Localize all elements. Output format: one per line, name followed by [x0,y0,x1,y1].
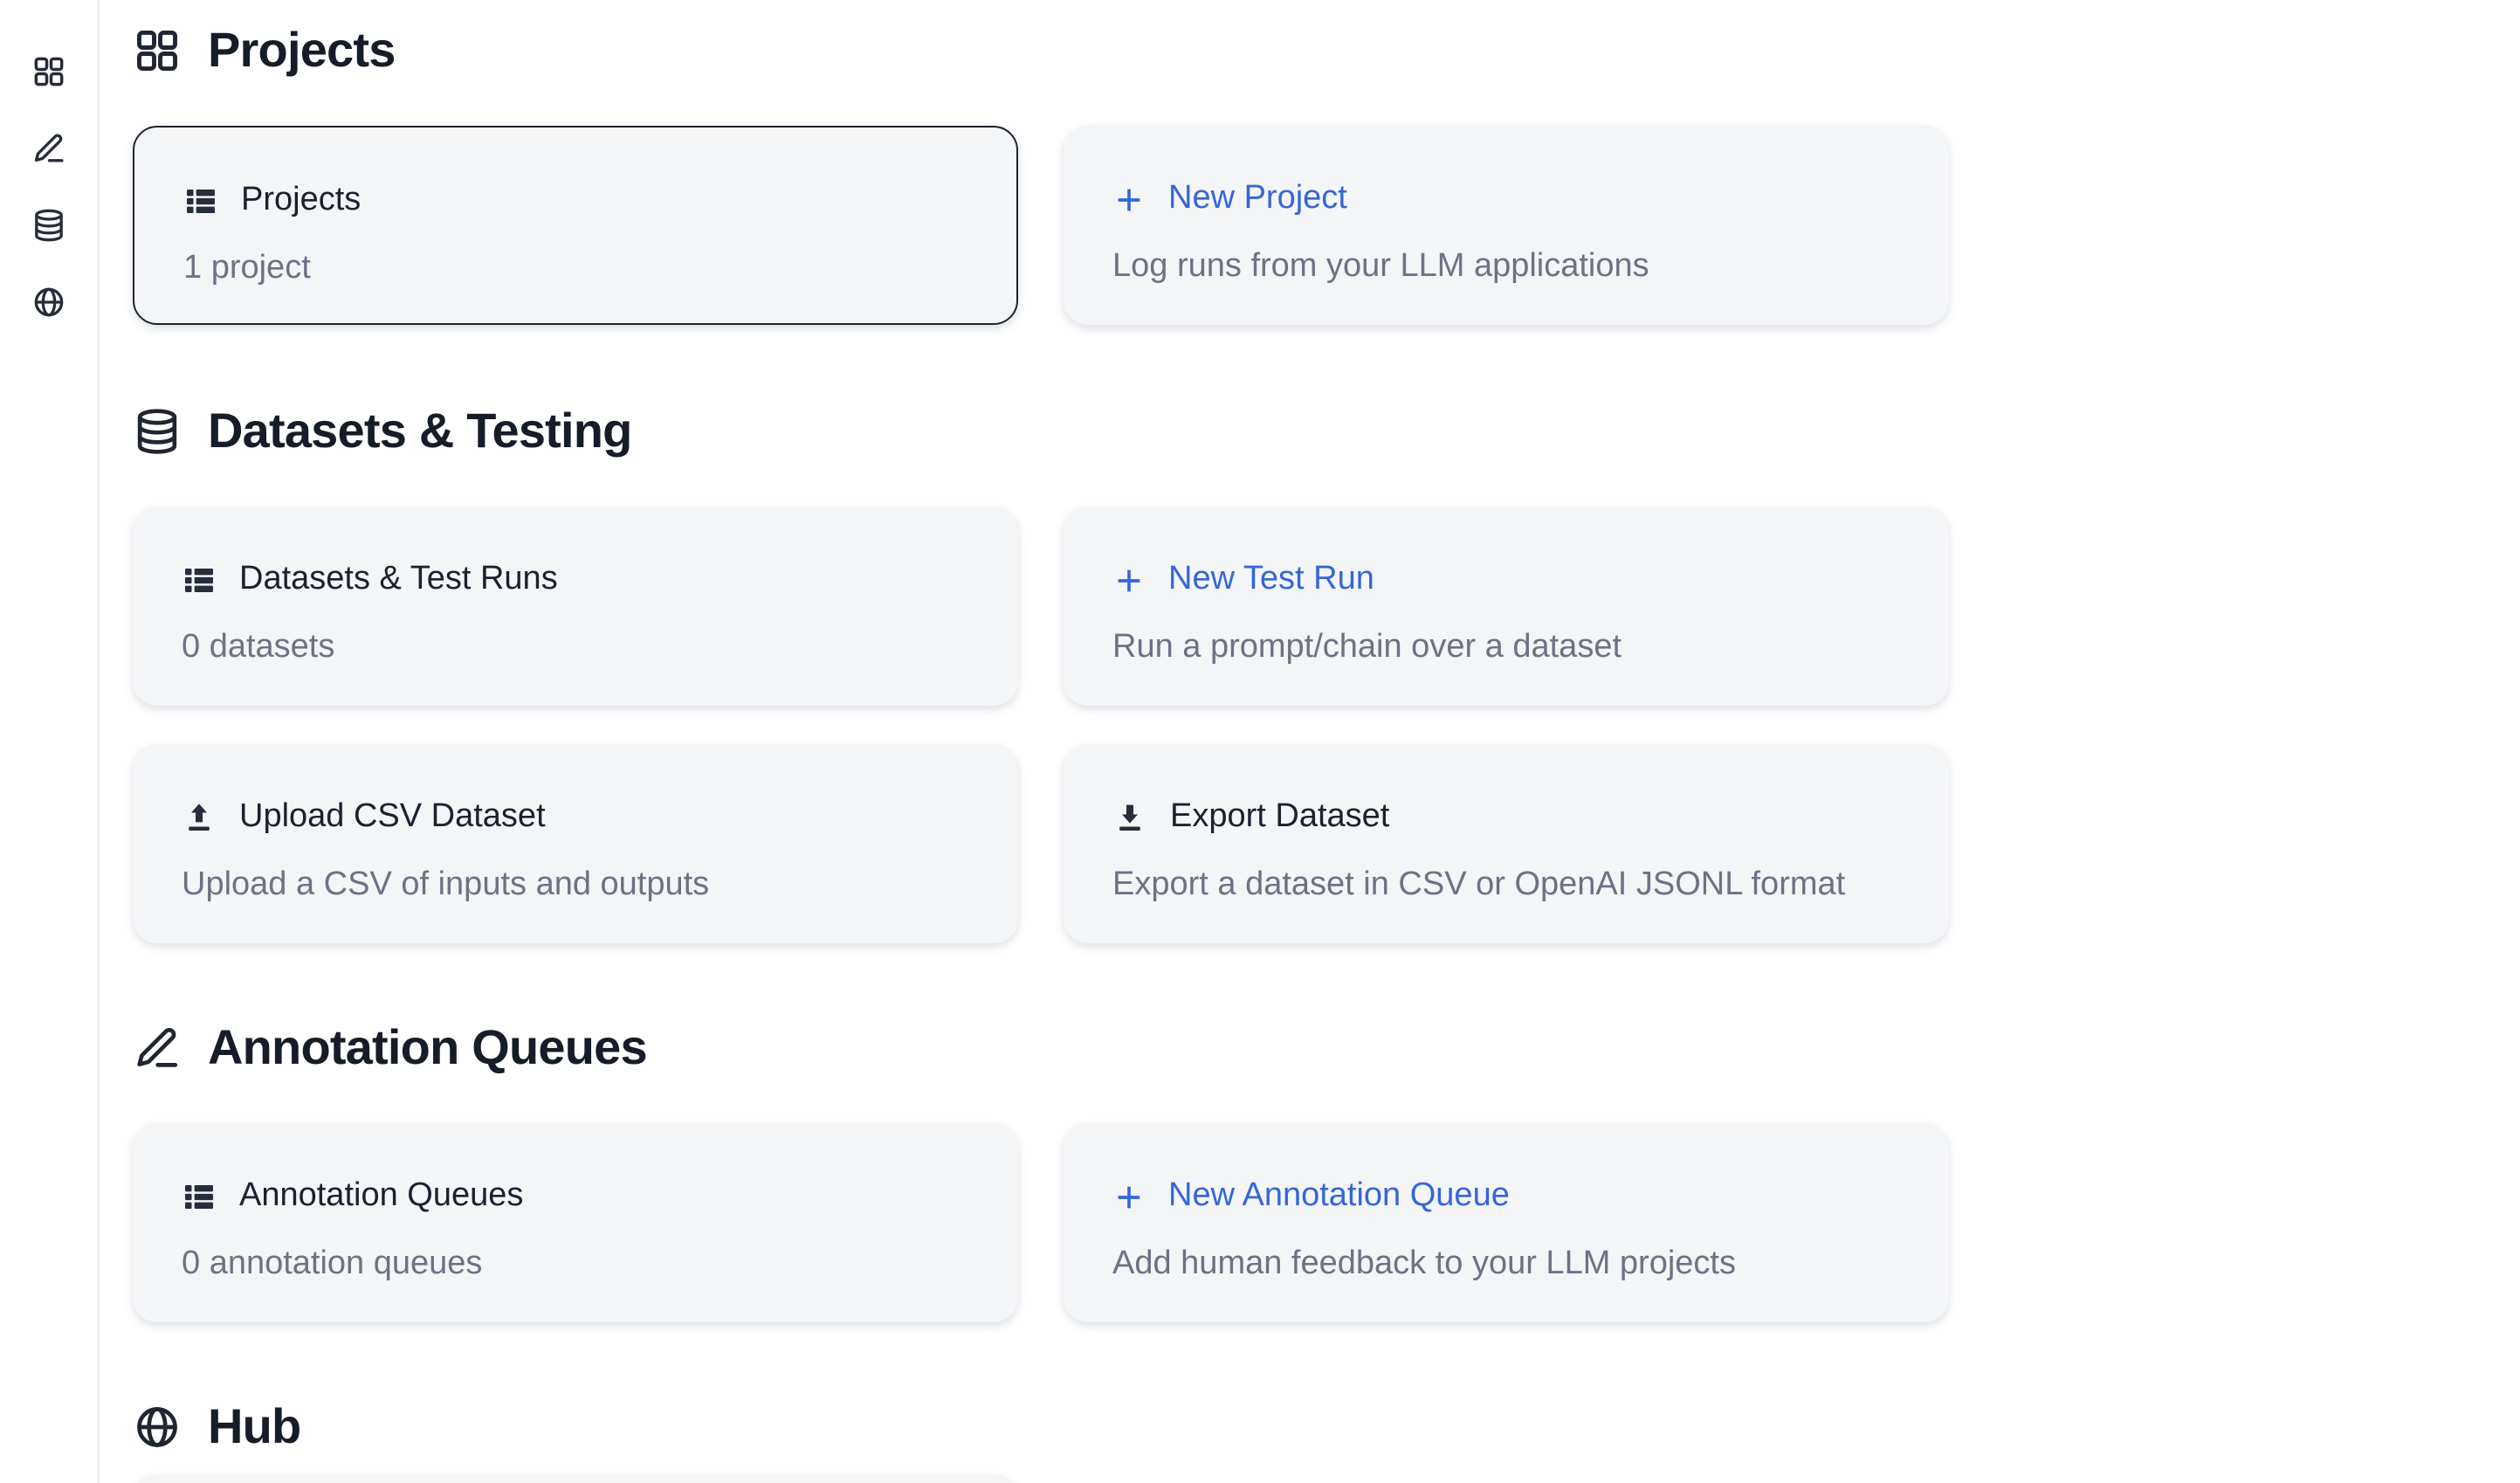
section-header-projects [133,17,2520,84]
link-label: New Test Run [1168,561,1374,597]
card-title: Upload CSV Dataset [239,798,546,835]
card-title: Export Dataset [1170,798,1390,835]
download-icon [1112,800,1147,835]
section-title: Datasets & Testing [208,404,632,458]
card-subtitle: Export a dataset in CSV or OpenAI JSONL format [1112,866,1846,903]
card-grid [133,1123,2520,1322]
section-header-datasets [133,398,2520,465]
new-test-run-link[interactable] [1112,559,1900,601]
new-project-card[interactable] [1064,126,1949,325]
datasets-test-runs-card[interactable] [133,507,1018,706]
card-subtitle: 0 datasets [182,629,335,666]
card-subtitle: Log runs from your LLM applications [1112,248,1649,285]
database-icon [133,407,182,456]
card-title-row [182,559,969,601]
card-subtitle: 1 project [183,250,311,286]
card-title-row [182,797,969,838]
new-test-run-card[interactable] [1064,507,1949,706]
link-label: New Annotation Queue [1168,1177,1510,1214]
table-list-icon [183,183,218,218]
database-icon [31,208,66,243]
table-list-icon [182,1179,217,1214]
new-annotation-queue-link[interactable] [1112,1176,1900,1217]
section-header-hub [133,1394,2520,1460]
new-annotation-queue-card[interactable] [1064,1123,1949,1322]
plus-icon [1112,563,1146,597]
section-title: Hub [208,1399,301,1453]
plus-icon [1112,1180,1146,1213]
pencil-icon [133,1024,182,1073]
card-grid [133,126,2520,325]
main-content [100,0,2520,1483]
card-grid [133,1474,2520,1483]
card-grid [133,507,2520,943]
section-header-annotation-queues [133,1015,2520,1081]
table-list-icon [182,562,217,597]
sidebar-item-projects[interactable] [31,54,66,89]
globe-icon [31,285,66,320]
hub-card-partial[interactable] [133,1474,1018,1483]
globe-icon [133,1403,182,1452]
annotation-queues-card[interactable] [133,1123,1018,1322]
pencil-icon [31,131,66,166]
export-dataset-card[interactable] [1064,744,1949,943]
sidebar-item-annotation-queues[interactable] [31,131,66,166]
projects-card[interactable] [133,126,1018,325]
sidebar-item-hub[interactable] [31,285,66,320]
section-datasets-testing [133,398,2520,943]
new-project-link[interactable] [1112,178,1900,220]
section-projects [133,17,2520,325]
link-label: New Project [1168,180,1347,217]
section-title: Projects [208,23,396,77]
card-subtitle: Upload a CSV of inputs and outputs [182,866,710,903]
card-subtitle: 0 annotation queues [182,1245,483,1282]
card-title: Annotation Queues [239,1177,524,1214]
upload-icon [182,800,217,835]
card-subtitle: Add human feedback to your LLM projects [1112,1245,1736,1282]
card-title-row [183,180,967,222]
card-title-row [1112,797,1900,838]
plus-icon [1112,183,1146,216]
card-title-row [182,1176,969,1217]
section-hub [133,1394,2520,1483]
grid-icon [133,26,182,75]
card-title: Datasets & Test Runs [239,561,558,597]
sidebar-item-datasets[interactable] [31,208,66,243]
upload-csv-dataset-card[interactable] [133,744,1018,943]
card-title: Projects [241,182,361,218]
grid-icon [31,54,66,89]
card-subtitle: Run a prompt/chain over a dataset [1112,629,1622,666]
section-title: Annotation Queues [208,1020,647,1074]
section-annotation-queues [133,1015,2520,1322]
sidebar [0,0,100,1483]
